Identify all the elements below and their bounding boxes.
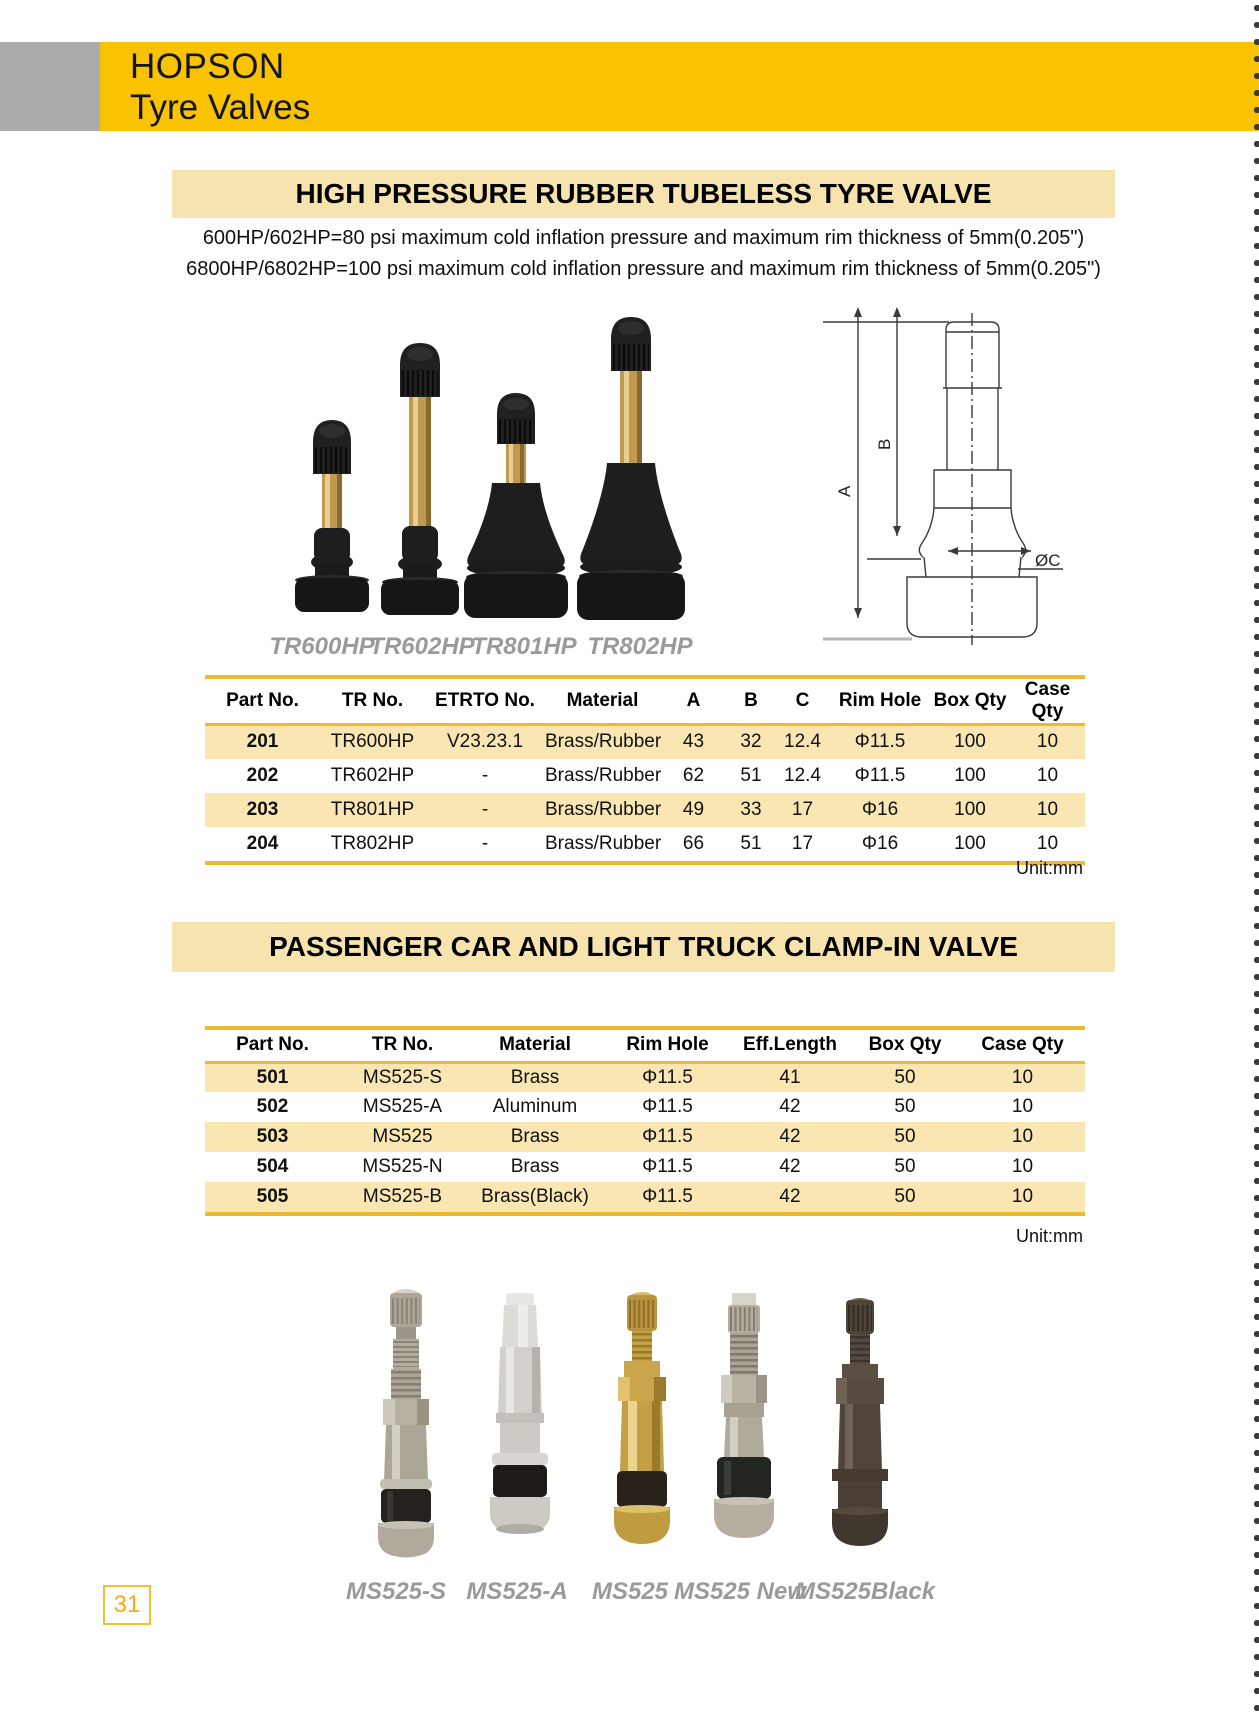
column-header: Eff.Length <box>743 1034 837 1056</box>
table-cell: MS525-N <box>362 1156 443 1177</box>
product-label: TR802HP <box>587 633 693 660</box>
table-cell: 50 <box>894 1066 916 1088</box>
table-cell: 10 <box>1011 1096 1034 1117</box>
page-number: 31 <box>103 1585 151 1625</box>
column-header: ETRTO No. <box>435 690 535 711</box>
dim-label-b: B <box>875 438 894 450</box>
table-cell: 10 <box>1011 1066 1034 1088</box>
column-header: Part No. <box>236 1034 309 1056</box>
column-header: A <box>686 690 701 711</box>
product-label: MS525Black <box>794 1578 936 1605</box>
table-cell: - <box>481 798 489 820</box>
table-cell: Brass/Rubber <box>545 832 662 854</box>
table-cell: 50 <box>894 1126 916 1147</box>
table-row <box>205 1182 1085 1212</box>
table-cell: MS525-S <box>362 1066 443 1088</box>
table-cell: 42 <box>779 1096 801 1117</box>
table-cell: 10 <box>1036 731 1059 753</box>
table-cell: 100 <box>954 764 986 786</box>
table-cell: 204 <box>246 832 279 854</box>
table-cell: TR801HP <box>330 798 415 820</box>
table-cell: 505 <box>256 1186 289 1207</box>
table-cell: 42 <box>779 1186 801 1207</box>
table-row <box>205 793 1085 827</box>
table-cell: TR802HP <box>330 832 415 854</box>
table-cell: 12.4 <box>784 731 821 753</box>
table-cell: 203 <box>246 798 279 820</box>
table-cell: TR602HP <box>330 764 415 786</box>
section2-title: PASSENGER CAR AND LIGHT TRUCK CLAMP-IN VALVE <box>172 922 1115 972</box>
description-line-1: 600HP/602HP=80 psi maximum cold inflation pressure and maximum rim thickness of 5mm(0.205") <box>202 227 1085 249</box>
table-cell: 66 <box>682 832 705 854</box>
table-cell: 10 <box>1036 832 1059 854</box>
unit-note: Unit:mm <box>1016 858 1083 878</box>
table-cell: Φ11.5 <box>642 1096 693 1117</box>
table-cell: 202 <box>246 764 279 786</box>
column-header: B <box>744 690 758 711</box>
table-cell: 51 <box>740 764 762 786</box>
table-row <box>205 1062 1085 1092</box>
column-header: Box Qty <box>868 1034 942 1056</box>
table-cell: 51 <box>740 832 762 854</box>
table-cell: 10 <box>1036 798 1059 820</box>
dim-label-c: ØC <box>1035 551 1061 570</box>
header-gray-block <box>0 42 100 131</box>
table-cell: 10 <box>1011 1186 1034 1207</box>
table-header-row <box>205 679 1085 725</box>
photo-tr801hp <box>464 393 568 618</box>
table-cell: TR600HP <box>330 731 415 753</box>
table-row <box>205 827 1085 861</box>
table-cell: MS525 <box>372 1126 433 1147</box>
table-cell: Φ11.5 <box>642 1066 693 1088</box>
table-cell: Brass(Black) <box>481 1186 589 1207</box>
table-cell: 50 <box>894 1156 916 1177</box>
table-cell: Brass <box>510 1126 560 1147</box>
header-band <box>0 42 1259 131</box>
column-header: Box Qty <box>933 690 1007 711</box>
photo-ms525-new <box>714 1293 774 1538</box>
table-cell: Brass/Rubber <box>545 731 662 753</box>
column-header: Part No. <box>226 690 299 711</box>
column-header: Case Qty <box>1024 679 1071 722</box>
clamp-in-valve-table <box>205 1026 1085 1216</box>
table-cell: 504 <box>256 1156 289 1177</box>
table-cell: Brass <box>510 1066 560 1088</box>
product-label: MS525 New <box>673 1578 807 1605</box>
table-cell: 10 <box>1036 764 1059 786</box>
table-cell: Brass/Rubber <box>545 798 662 820</box>
section1-title: HIGH PRESSURE RUBBER TUBELESS TYRE VALVE <box>172 170 1115 218</box>
table-cell: Φ11.5 <box>854 764 906 786</box>
hp-valve-labels <box>0 633 1259 661</box>
table-cell: Φ11.5 <box>854 731 906 753</box>
photo-tr600hp <box>295 420 369 612</box>
table-cell: 100 <box>954 832 986 854</box>
unit-note: Unit:mm <box>1016 1226 1083 1246</box>
table-cell: - <box>481 832 489 854</box>
column-header: Rim Hole <box>838 690 922 711</box>
table-cell: Φ11.5 <box>642 1156 693 1177</box>
clamp-in-valve-photos <box>340 1285 920 1570</box>
description-line-2: 6800HP/6802HP=100 psi maximum cold inflation pressure and maximum rim thickness of 5mm(0.205") <box>186 258 1101 280</box>
table-cell: 10 <box>1011 1156 1034 1177</box>
table-cell: - <box>481 764 489 786</box>
table-cell: 42 <box>779 1156 801 1177</box>
table-row <box>205 1122 1085 1152</box>
product-label: TR600HP <box>269 633 375 660</box>
table-cell: 17 <box>791 832 814 854</box>
hp-valve-table <box>205 675 1085 865</box>
photo-ms525-a <box>490 1293 550 1534</box>
table-cell: 41 <box>779 1066 801 1088</box>
brand-subtitle: Tyre Valves <box>130 88 311 127</box>
photo-ms525black <box>832 1298 888 1546</box>
column-header: Rim Hole <box>626 1034 709 1056</box>
table-row <box>205 759 1085 793</box>
table-cell: Brass <box>510 1156 560 1177</box>
clamp-in-valve-labels <box>0 1578 1259 1606</box>
photo-ms525-s <box>378 1289 434 1558</box>
column-header: TR No. <box>371 1034 434 1056</box>
hp-valve-photos <box>230 290 700 630</box>
dimension-arrows <box>854 307 1031 618</box>
table-cell: Φ16 <box>861 798 899 820</box>
column-header: TR No. <box>341 690 404 711</box>
table-cell: Aluminum <box>492 1096 578 1117</box>
product-label: MS525 <box>591 1578 669 1605</box>
table-row <box>205 1092 1085 1122</box>
table-cell: 33 <box>740 798 762 820</box>
table-cell: 100 <box>954 731 986 753</box>
table-cell: 502 <box>256 1096 289 1117</box>
table-header-row <box>205 1030 1085 1062</box>
table-cell: 62 <box>682 764 705 786</box>
column-header: C <box>795 690 810 711</box>
table-cell: 501 <box>256 1066 289 1088</box>
table-cell: Φ11.5 <box>642 1126 693 1147</box>
product-label: MS525-S <box>345 1578 447 1605</box>
binding-holes <box>1249 0 1259 1719</box>
column-header: Case Qty <box>981 1034 1064 1056</box>
table-cell: 42 <box>779 1126 801 1147</box>
section1-description <box>160 223 1127 285</box>
table-cell: Brass/Rubber <box>545 764 662 786</box>
table-cell: 32 <box>740 731 762 753</box>
table-cell: V23.23.1 <box>446 731 524 753</box>
table-row <box>205 1152 1085 1182</box>
photo-tr802hp <box>577 317 685 620</box>
table-cell: MS525-A <box>362 1096 443 1117</box>
table-cell: 201 <box>246 731 279 753</box>
table-cell: 10 <box>1011 1126 1034 1147</box>
table-cell: 43 <box>682 731 705 753</box>
photo-tr602hp <box>381 343 459 615</box>
table-cell: 503 <box>256 1126 289 1147</box>
table-cell: MS525-B <box>362 1186 443 1207</box>
product-label: TR801HP <box>471 633 577 660</box>
product-label: TR602HP <box>369 633 475 660</box>
table-cell: 12.4 <box>784 764 821 786</box>
brand-name: HOPSON <box>130 47 285 86</box>
column-header: Material <box>499 1034 571 1056</box>
brand-block <box>130 46 310 128</box>
column-header: Material <box>566 690 639 711</box>
table-cell: 50 <box>894 1096 916 1117</box>
table-cell: 49 <box>682 798 705 820</box>
table-cell: Φ16 <box>861 832 899 854</box>
product-label: MS525-A <box>466 1578 568 1605</box>
photo-ms525 <box>614 1292 670 1544</box>
table-cell: 50 <box>894 1186 916 1207</box>
table-row <box>205 725 1085 759</box>
table-cell: 100 <box>954 798 986 820</box>
table-cell: Φ11.5 <box>642 1186 693 1207</box>
valve-dimension-diagram <box>750 285 1065 650</box>
dim-label-a: A <box>835 485 854 497</box>
table-cell: 17 <box>791 798 814 820</box>
